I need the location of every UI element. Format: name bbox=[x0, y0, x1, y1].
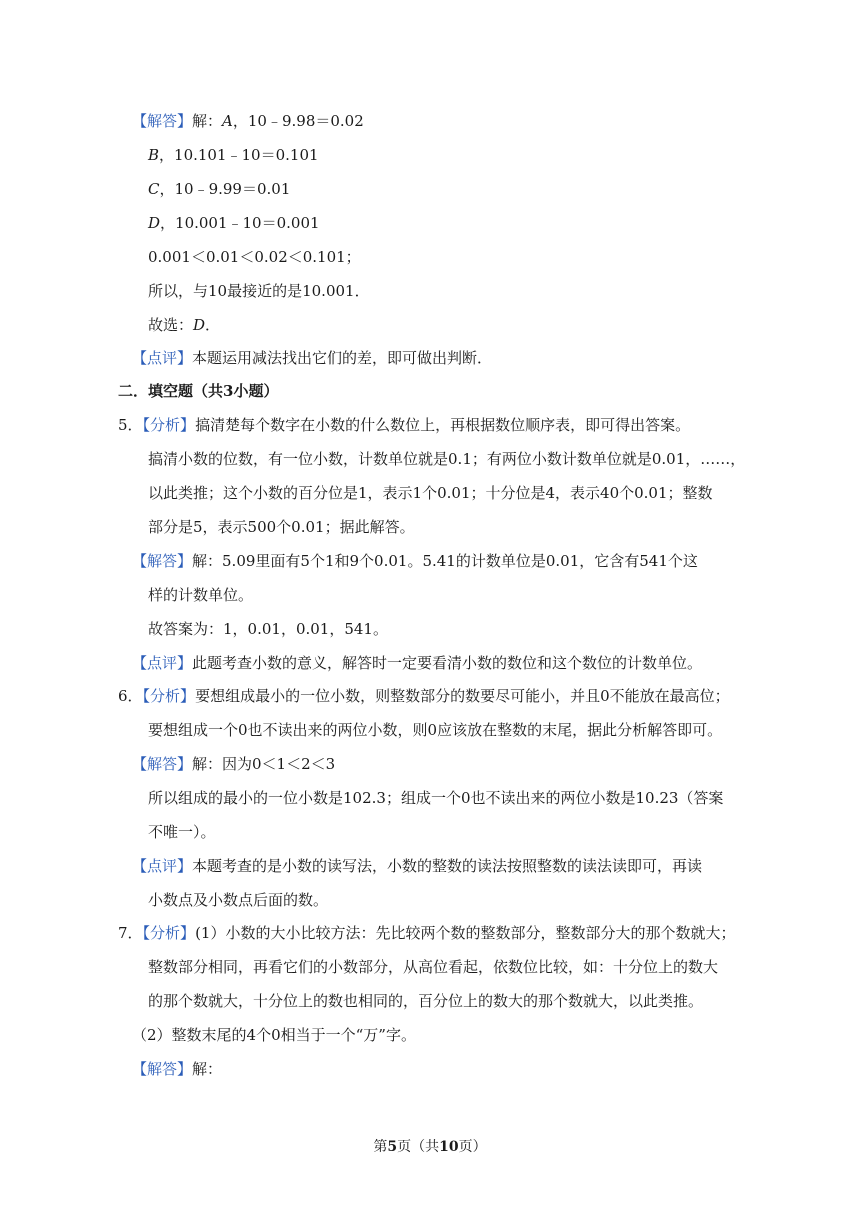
q5-comment-line: 【点评】此题考查小数的意义，解答时一定要看清小数的数位和这个数位的计数单位。 bbox=[132, 654, 703, 672]
q7-analysis-line-4: （2）整数末尾的4个0相当于一个“万”字。 bbox=[132, 1026, 416, 1044]
q6-comment-line-1: 【点评】本题考查的是小数的读写法，小数的整数的读法按照整数的读法读即可，再读 bbox=[132, 857, 703, 875]
q5-analysis-line-2: 搞清小数的位数，有一位小数，计数单位就是0.1；有两位小数计数单位就是0.01，……， bbox=[148, 450, 746, 468]
q7-analysis-line-2: 整数部分相同，再看它们的小数部分，从高位看起，依数位比较，如：十分位上的数大 bbox=[148, 958, 719, 976]
question-number: 7． bbox=[118, 924, 143, 942]
section-heading: 二．填空题（共3小题） bbox=[118, 382, 279, 400]
q5-answer-line-2: 样的计数单位。 bbox=[148, 586, 254, 604]
q6-analysis-line-1: 6．【分析】要想组成最小的一位小数，则整数部分的数要尽可能小，并且0不能放在最高位； bbox=[118, 687, 730, 705]
total-pages: 10 bbox=[439, 1139, 459, 1155]
question-number: 5． bbox=[118, 416, 143, 434]
q4-answer-line-2: B，10.101﹣10＝0.101 bbox=[148, 146, 319, 164]
current-page-number: 5 bbox=[387, 1139, 398, 1155]
answer-tag: 【解答】 bbox=[132, 552, 193, 570]
q6-analysis-line-2: 要想组成一个0也不读出来的两位小数，则0应该放在整数的末尾，据此分析解答即可。 bbox=[148, 721, 723, 739]
q6-comment-line-2: 小数点及小数点后面的数。 bbox=[148, 891, 329, 909]
q7-answer-line-1: 【解答】解： bbox=[132, 1060, 223, 1078]
answer-tag: 【解答】 bbox=[132, 112, 193, 130]
q7-analysis-line-3: 的那个数就大，十分位上的数也相同的，百分位上的数大的那个数就大，以此类推。 bbox=[148, 992, 704, 1010]
answer-tag: 【解答】 bbox=[132, 755, 193, 773]
page-footer: 第5页（共10页） bbox=[373, 1139, 487, 1155]
q4-answer-line-3: C，10﹣9.99＝0.01 bbox=[148, 180, 291, 198]
comment-tag: 【点评】 bbox=[132, 654, 193, 672]
comment-tag: 【点评】 bbox=[132, 857, 193, 875]
q4-comment-line: 【点评】本题运用减法找出它们的差，即可做出判断． bbox=[132, 349, 493, 367]
analysis-tag: 【分析】 bbox=[142, 416, 196, 434]
analysis-tag: 【分析】 bbox=[142, 924, 196, 942]
q4-answer-line-1: 【解答】解：A，10﹣9.98＝0.02 bbox=[132, 112, 364, 130]
analysis-tag: 【分析】 bbox=[142, 687, 196, 705]
q5-answer-line-3: 故答案为：1，0.01，0.01，541。 bbox=[148, 620, 388, 638]
q4-answer-line-4: D，10.001﹣10＝0.001 bbox=[148, 214, 320, 232]
q5-analysis-line-1: 5．【分析】搞清楚每个数字在小数的什么数位上，再根据数位顺序表，即可得出答案。 bbox=[118, 416, 691, 434]
q6-answer-line-2: 所以组成的最小的一位小数是102.3；组成一个0也不读出来的两位小数是10.23（答案 bbox=[148, 789, 724, 807]
q5-analysis-line-3: 以此类推；这个小数的百分位是1，表示1个0.01；十分位是4，表示40个0.01；整数 bbox=[148, 484, 713, 502]
question-number: 6． bbox=[118, 687, 143, 705]
q6-answer-line-3: 不唯一）。 bbox=[148, 823, 216, 841]
q7-analysis-line-1: 7．【分析】(1）小数的大小比较方法：先比较两个数的整数部分，整数部分大的那个数就大； bbox=[118, 924, 736, 942]
comment-tag: 【点评】 bbox=[132, 349, 193, 367]
q5-answer-line-1: 【解答】解：5.09里面有5个1和9个0.01。5.41的计数单位是0.01，它含有541个这 bbox=[132, 552, 698, 570]
q4-choice-line: 故选：D． bbox=[148, 316, 221, 334]
q5-analysis-line-4: 部分是5，表示500个0.01；据此解答。 bbox=[148, 518, 415, 536]
q4-conclusion-line: 所以，与10最接近的是10.001． bbox=[148, 282, 370, 300]
answer-tag: 【解答】 bbox=[132, 1060, 193, 1078]
q6-answer-line-1: 【解答】解：因为0＜1＜2＜3 bbox=[132, 755, 336, 773]
q4-comparison-line: 0.001＜0.01＜0.02＜0.101； bbox=[148, 248, 361, 266]
